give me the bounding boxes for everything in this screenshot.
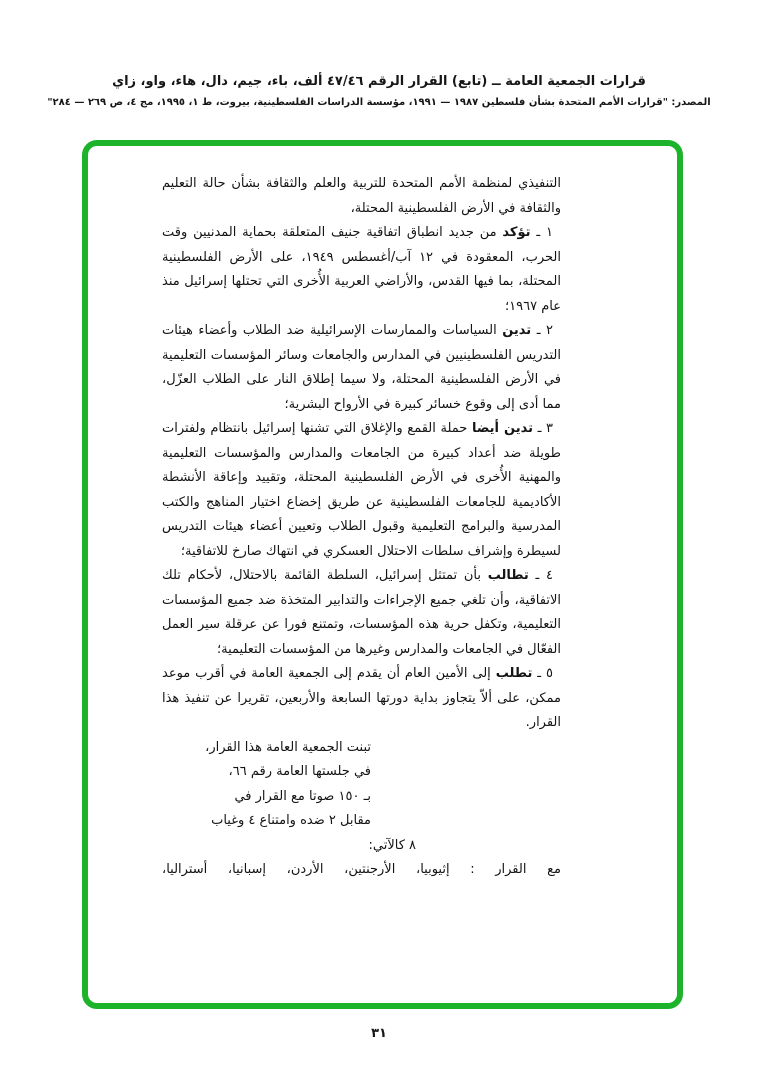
green-border-frame (82, 140, 683, 1009)
adoption-line: في جلستها العامة رقم ٦٦، (228, 764, 371, 779)
operative-verb: تؤكد (502, 225, 531, 240)
adoption-line: ٨ كالآتي: (368, 837, 416, 853)
operative-paragraph-2 (162, 319, 561, 417)
adoption-line: بـ ١٥٠ صوتا مع القرار في (234, 788, 371, 804)
paragraph-number: ٤ ـ (535, 568, 554, 583)
operative-paragraph-1 (162, 221, 561, 319)
paragraph-opening: التنفيذي لمنظمة الأمم المتحدة للتربية والعلم والثقافة بشأن حالة التعليم والثقافة في الأرض الفلسطينية المحتلة، (162, 176, 561, 216)
adoption-line: مقابل ٢ ضده وامتناع ٤ وغياب (211, 813, 371, 828)
operative-verb: تطلب (495, 666, 533, 681)
paragraph-text: إلى الأمين العام أن يقدم إلى الجمعية العامة في أقرب موعد ممكن، على ألاّ يتجاوز بداية دورتها السابعة والأربعين، تقريرا عن تنفيذ هذا القرار. (162, 666, 561, 730)
paragraph-number: ٢ ـ (536, 323, 553, 338)
paragraph-number: ١ ـ (536, 225, 553, 240)
paragraph-text: من جديد انطباق اتفاقية جنيف المتعلقة بحماية المدنيين وقت الحرب، المعقودة في ١٢ آب/أغسطس ١٩٤٩، على الأرض الفلسطينية المحتلة، بما فيها القدس، والأراضي العربية الأُخرى التي تحتلها إسرائيل منذ عام ١٩٦٧؛ (162, 225, 561, 314)
resolution-body (162, 172, 561, 883)
paragraph-number: ٣ ـ (537, 421, 554, 436)
adoption-note (162, 736, 561, 859)
header-source-line: المصدر: "قرارات الأمم المتحدة بشأن فلسطين ١٩٨٧ — ١٩٩١، مؤسسة الدراسات الفلسطينية، بيروت، ط ١، ١٩٩٥، مج ٤، ص ٢٦٩ — ٢٨٤" (47, 97, 711, 108)
adoption-line: تبنت الجمعية العامة هذا القرار، (205, 739, 371, 755)
page-header (0, 74, 758, 108)
paragraph-text: السياسات والممارسات الإسرائيلية ضد الطلاب وأعضاء هيئات التدريس الفلسطينيين في المدارس والجامعات وسائر المؤسسات التعليمية في الأرض الفلسطينية المحتلة، ولا سيما إطلاق النار على الطلاب العزّل، مما أدى إلى وقوع خسائر كبيرة في الأرواح البشرية؛ (162, 323, 561, 412)
paragraph-number: ٥ ـ (537, 666, 553, 681)
operative-paragraph-5 (162, 662, 561, 736)
page-number: ٣١ (371, 1026, 387, 1041)
operative-paragraph-4 (162, 564, 561, 662)
paragraph-text: حملة القمع والإغلاق التي تشنها إسرائيل بانتظام ولفترات طويلة ضد أعداد كبيرة من الجامعات والمدارس والمؤسسات التعليمية والمهنية الأُخرى في الأرض الفلسطينية المحتلة، وتقييد وإعاقة الأنشطة الأكاديمية للجامعات الفلسطينية عن طريق إخضاع اختيار المناهج والكتب المدرسية والبرامج التعليمية وقبول الطلاب وتعيين أعضاء هيئات التدريس لسيطرة وإشراف سلطات الاحتلال العسكري في انتهاك صارخ للاتفاقية؛ (162, 421, 561, 559)
vote-with-line: مع القرار : إثيوبيا، الأرجنتين، الأردن، إسبانيا، أستراليا، (162, 862, 561, 877)
operative-verb: تدين أيضا (471, 421, 533, 436)
operative-paragraph-3 (162, 417, 561, 564)
operative-verb: تطالب (487, 568, 529, 583)
operative-verb: تدين (502, 323, 532, 338)
paragraph-text: بأن تمتثل إسرائيل، السلطة القائمة بالاحتلال، لأحكام تلك الاتفاقية، وأن تلغي جميع الإجراءات والتدابير المتخذة ضد جميع المؤسسات التعليمية، وتكفل حرية هذه المؤسسات، وتمتنع فورا عن عرقلة سير العمل الفعّال في الجامعات والمدارس وغيرها من المؤسسات التعليمية؛ (162, 568, 561, 657)
header-title: قرارات الجمعية العامة ــ (تابع) القرار الرقم ٤٧/٤٦ ألف، باء، جيم، دال، هاء، واو، زاي (112, 74, 646, 89)
